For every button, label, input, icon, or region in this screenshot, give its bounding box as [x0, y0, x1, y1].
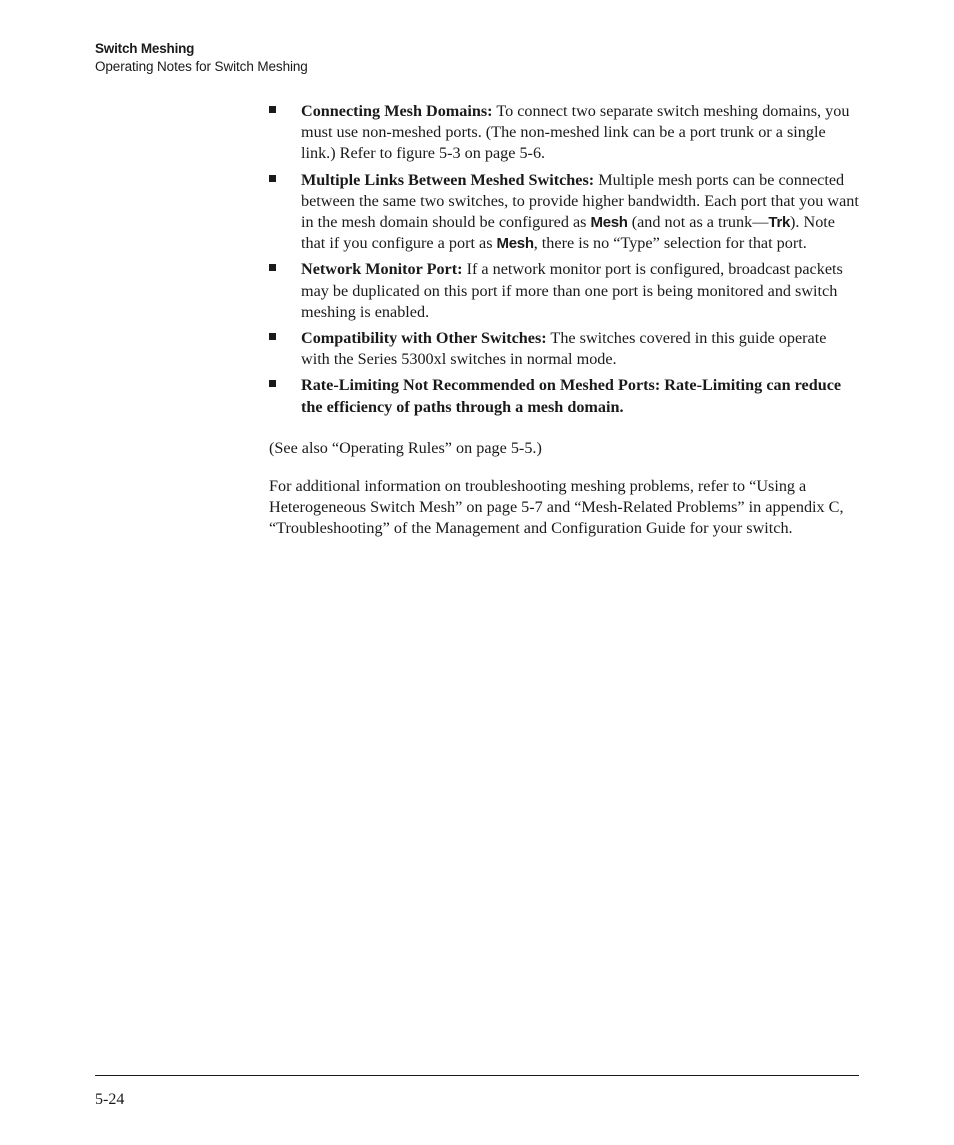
square-bullet-icon	[269, 170, 280, 191]
item-text: If a network monitor port is configured, broadcast packets may be duplicated on this port if more than one port is being monitored and switch meshing is enabled.	[301, 260, 843, 321]
running-header	[95, 40, 308, 76]
operating-notes-list	[269, 101, 859, 418]
section-title: Operating Notes for Switch Meshing	[95, 59, 308, 74]
page-number: 5-24	[95, 1091, 125, 1108]
item-lead: Multiple Links Between Meshed Switches:	[301, 170, 595, 189]
square-bullet-icon	[269, 328, 280, 349]
item-text: ). Note that if you configure a port as	[301, 213, 835, 253]
item-text: , there is no “Type” selection for that port.	[533, 234, 807, 253]
item-text: To connect two separate switch meshing domains, you must use non-meshed ports. (The non-meshed link can be a port trunk or a single link.) Refer to figure 5-3 on page 5-6.	[301, 102, 850, 163]
item-text: (and not as a trunk—	[627, 213, 769, 232]
code-term: Trk	[768, 214, 791, 232]
list-item	[269, 170, 859, 255]
item-lead: Compatibility with Other Switches:	[301, 329, 547, 348]
list-item	[269, 328, 859, 370]
additional-info-paragraph: For additional information on troubleshooting meshing problems, refer to “Using a Heterogeneous Switch Mesh” on page 5-7 and “Mesh-Related Problems” in appendix C, “Troubleshooting” of the Management and Configuration Guide for your switch.	[269, 477, 844, 538]
page-body	[269, 101, 859, 540]
see-also-note: (See also “Operating Rules” on page 5-5.)	[269, 438, 542, 457]
item-text: Multiple mesh ports can be connected between the same two switches, to provide higher bandwidth. Each port that you want in the mesh domain should be configured as	[301, 170, 859, 232]
square-bullet-icon	[269, 375, 280, 396]
square-bullet-icon	[269, 259, 280, 280]
code-term: Mesh	[496, 235, 534, 253]
list-item	[269, 375, 859, 417]
footer-divider	[95, 1075, 859, 1076]
chapter-title: Switch Meshing	[95, 41, 195, 56]
list-item	[269, 101, 859, 165]
list-item	[269, 259, 859, 323]
item-lead: Network Monitor Port:	[301, 260, 463, 279]
code-term: Mesh	[590, 214, 628, 232]
item-text-bold: Rate-Limiting Not Recommended on Meshed Ports: Rate-Limiting can reduce the efficiency of paths through a mesh domain.	[301, 376, 842, 416]
item-lead: Connecting Mesh Domains:	[301, 102, 493, 120]
square-bullet-icon	[269, 101, 280, 122]
item-text: The switches covered in this guide operate with the Series 5300xl switches in normal mode.	[301, 329, 827, 369]
